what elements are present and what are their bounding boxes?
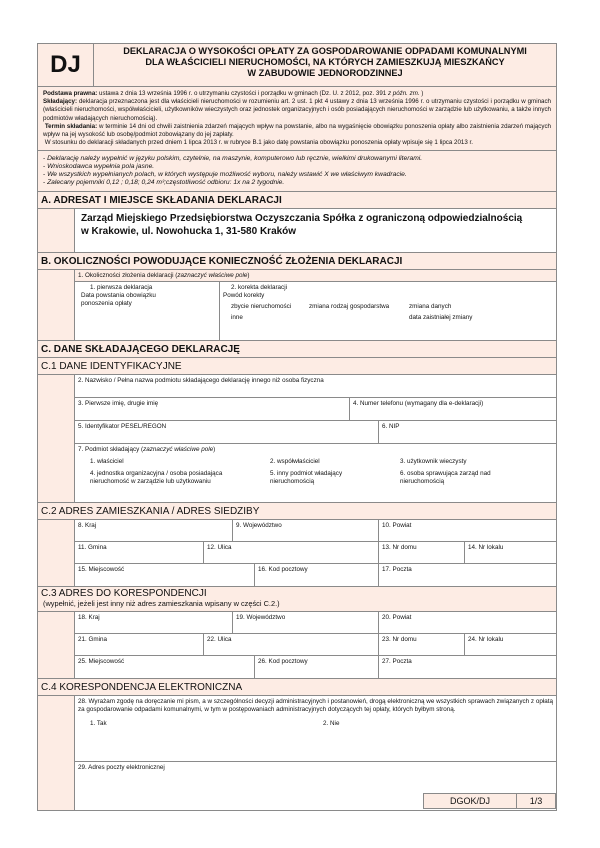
section-c1-body bbox=[38, 375, 556, 503]
e-delivery-consent: 28. Wyrażam zgodę na doręczanie mi pism, a w szczególności decyzji administracyjnych i postanowień, drogą elektroniczną we wszystkich sprawach związanych z opłatą za gospodarowanie odpadami komunalnymi, w tym w postępowaniach administracyjnych dotyczących tej opłaty, których byłbym stroną. 1. Tak 2. Nie bbox=[78, 698, 553, 727]
apartment-number-field[interactable]: 14. Nr lokalu bbox=[468, 544, 504, 551]
section-c3-body bbox=[38, 612, 556, 679]
surname-field[interactable]: 2. Nazwisko / Pełna nazwa podmiotu składającego deklarację innego niż osoba fizyczna bbox=[78, 377, 324, 384]
reason-sale[interactable]: zbycie nieruchomości bbox=[231, 303, 292, 310]
corr-house-number-field[interactable]: 23. Nr domu bbox=[379, 634, 465, 655]
corr-county-field[interactable]: 20. Powiat bbox=[382, 614, 412, 621]
obligation-date-label: Data powstania obowiązku ponoszenia opłaty bbox=[81, 292, 156, 307]
reason-other[interactable]: inne bbox=[231, 314, 243, 321]
section-c2-body bbox=[38, 520, 556, 587]
instruction-item: - Zalecany pojemniki 0,12 ; 0,18; 0,24 m³;częstotliwość odbioru: 1x na 2 tygodnie. bbox=[43, 179, 551, 187]
section-c2-title: C.2 ADRES ZAMIESZKANIA / ADRES SIEDZIBY bbox=[38, 503, 556, 520]
country-field[interactable]: 8. Kraj bbox=[75, 520, 233, 541]
municipality-field[interactable]: 11. Gmina bbox=[75, 542, 204, 563]
email-field[interactable]: 29. Adres poczty elektronicznej bbox=[78, 764, 165, 771]
phone-field[interactable]: 4. Numer telefonu (wymagany dla e-deklaracji) bbox=[353, 400, 484, 407]
consent-yes-option[interactable]: 1. Tak bbox=[90, 720, 107, 727]
postal-code-field[interactable]: 16. Kod pocztowy bbox=[255, 564, 379, 586]
section-a-body bbox=[38, 209, 556, 253]
section-b-body bbox=[38, 270, 556, 341]
instruction-item: - Wnioskodawca wypełnia pola jasne. bbox=[43, 163, 551, 171]
filer-option-manager[interactable]: 6. osoba sprawująca zarząd nad nieruchomością bbox=[400, 470, 491, 485]
form-code: DJ bbox=[38, 44, 94, 86]
filer-option-co-owner[interactable]: 2. współwłaściciel bbox=[270, 458, 320, 465]
field-1-label: 1. Okoliczności złożenia deklaracji (zaznaczyć właściwe pole) bbox=[78, 272, 250, 279]
first-name-field[interactable]: 3. Pierwsze imię, drugie imię bbox=[75, 398, 350, 420]
form-title: DEKLARACJA O WYSOKOŚCI OPŁATY ZA GOSPODAROWANIE ODPADAMI KOMUNALNYMI DLA WŁAŚCICIELI NIERUCHOMOŚCI, NA KTÓRYCH ZAMIESZKUJĄ MIESZKAŃCY W ZABUDOWIE JEDNORODZINNEJ bbox=[123, 46, 527, 78]
corr-street-field[interactable]: 22. Ulica bbox=[204, 634, 379, 655]
recipient-address: Zarząd Miejskiego Przedsiębiorstwa Oczyszczania Spółka z ograniczoną odpowiedzialnością w Krakowie, ul. Nowohucka 1, 31-580 Kraków bbox=[74, 209, 556, 252]
house-number-field[interactable]: 13. Nr domu bbox=[379, 542, 465, 563]
filer-option-organization[interactable]: 4. jednostka organizacyjna / osoba posiadająca nieruchomość w zarządzie lub użytkowaniu bbox=[90, 470, 223, 485]
corr-apartment-number-field[interactable]: 24. Nr lokalu bbox=[468, 636, 504, 643]
consent-no-option[interactable]: 2. Nie bbox=[323, 720, 340, 727]
county-field[interactable]: 10. Powiat bbox=[382, 522, 412, 529]
section-c-title: C. DANE SKŁADAJĄCEGO DEKLARACJĘ bbox=[38, 341, 556, 358]
section-c1-title: C.1 DANE IDENTYFIKACYJNE bbox=[38, 358, 556, 375]
corr-city-field[interactable]: 25. Miejscowość bbox=[75, 656, 255, 678]
legal-basis: Podstawa prawna: ustawa z dnia 13 września 1996 r. o utrzymaniu czystości i porządku w gminach (Dz. U. z 2012, poz. 391 z późn. zm. ) Składający: deklaracja przeznaczona jest dla właścicieli nieruchomości w rozumieniu art. 2 ust. 1 pkt 4 ustawy z dnia 13 września 1996 r. o utrzymaniu czystości i porządku w gminach (właścicieli nieruchomości, współwłaścicieli, użytkowników wieczystych oraz jednostek organizacyjnych i osób posiadających nieruchomości w zarządzie lub użytkowaniu, a także innych podmiotów władających nieruchomością). Termin składania: w terminie 14 dni od chwili zaistnienia zdarzeń mających wpływ na powstanie, albo na wygaśnięcie obowiązku ponoszenia opłaty albo zaistnienia zdarzeń mających wpływ na jej wysokość lub osobę/podmiot zobowiązany do jej zapłaty. W stosunku do deklaracji składanych przed dniem 1 lipca 2013 r. w rubryce B.1 jako datę powstania obowiązku ponoszenia opłaty wpisuje się 1 lipca 2013 r. bbox=[38, 87, 556, 151]
filer-option-other-entity[interactable]: 5. inny podmiot władający nieruchomością bbox=[270, 470, 343, 485]
page-footer bbox=[423, 793, 556, 809]
section-b-title: B. OKOLICZNOŚCI POWODUJĄCE KONIECZNOŚĆ ZŁOŻENIA DEKLARACJI bbox=[38, 253, 556, 270]
corr-country-field[interactable]: 18. Kraj bbox=[75, 612, 233, 633]
street-field[interactable]: 12. Ulica bbox=[204, 542, 379, 563]
instruction-item: - Deklarację należy wypełnić w języku polskim, czytelnie, na maszynie, komputerowo lub ręcznie, wielkimi drukowanymi literami. bbox=[43, 155, 551, 163]
section-c3-title: C.3 ADRES DO KORESPONDENCJI (wypełnić, jeżeli jest inny niż adres zamieszkania wpisany w części C.2.) bbox=[38, 587, 556, 612]
city-field[interactable]: 15. Miejscowość bbox=[75, 564, 255, 586]
form-header bbox=[38, 44, 556, 87]
section-c4-title: C.4 KORESPONDENCJA ELEKTRONICZNA bbox=[38, 679, 556, 696]
reason-data-change[interactable]: zmiana danych bbox=[409, 303, 452, 310]
section-c3-subtitle: (wypełnić, jeżeli jest inny niż adres zamieszkania wpisany w części C.2.) bbox=[43, 599, 280, 608]
filer-type-group: 7. Podmiot składający (zaznaczyć właściwe pole) 1. właściciel 2. współwłaściciel 3. użytkownik wieczysty 4. jednostka organizacyjna / osoba posiadająca nieruchomość w zarządzie lub użytkowaniu 5. inny podmiot władający nieruchomością 6. osoba sprawująca zarząd nad nieruchomością bbox=[75, 444, 556, 502]
section-a-title: A. ADRESAT I MIEJSCE SKŁADANIA DEKLARACJI bbox=[38, 192, 556, 209]
post-office-field[interactable]: 17. Poczta bbox=[382, 566, 412, 573]
nip-field[interactable]: 6. NIP bbox=[382, 423, 400, 430]
change-date-label: data zaistniałej zmiany bbox=[409, 314, 473, 321]
filer-option-owner[interactable]: 1. właściciel bbox=[90, 458, 124, 465]
filer-option-perpetual-user[interactable]: 3. użytkownik wieczysty bbox=[400, 458, 467, 465]
instructions-list bbox=[38, 151, 556, 192]
declaration-form bbox=[37, 43, 557, 811]
pesel-regon-field[interactable]: 5. Identyfikator PESEL/REGON bbox=[75, 421, 379, 443]
corr-voivodeship-field[interactable]: 19. Województwo bbox=[233, 612, 379, 633]
instruction-item: - We wszystkich wypełnianych polach, w których występuje możliwość wyboru, należy wstawić X we właściwym kwadracie. bbox=[43, 171, 551, 179]
option-correction[interactable]: 2. korekta deklaracji Powód korekty zbycie nieruchomości zmiana rodzaj gospodarstwa zmiana danych inne data zaistniałej zmiany bbox=[223, 284, 473, 321]
option-first-declaration[interactable]: 1. pierwsza deklaracja Data powstania obowiązku ponoszenia opłaty bbox=[75, 282, 220, 340]
reason-household-change[interactable]: zmiana rodzaj gospodarstwa bbox=[309, 303, 390, 310]
page-number: 1/3 bbox=[529, 796, 543, 806]
voivodeship-field[interactable]: 9. Województwo bbox=[233, 520, 379, 541]
corr-municipality-field[interactable]: 21. Gmina bbox=[75, 634, 204, 655]
corr-post-office-field[interactable]: 27. Poczta bbox=[382, 658, 412, 665]
document-code: DGOK/DJ bbox=[424, 794, 517, 808]
corr-postal-code-field[interactable]: 26. Kod pocztowy bbox=[255, 656, 379, 678]
